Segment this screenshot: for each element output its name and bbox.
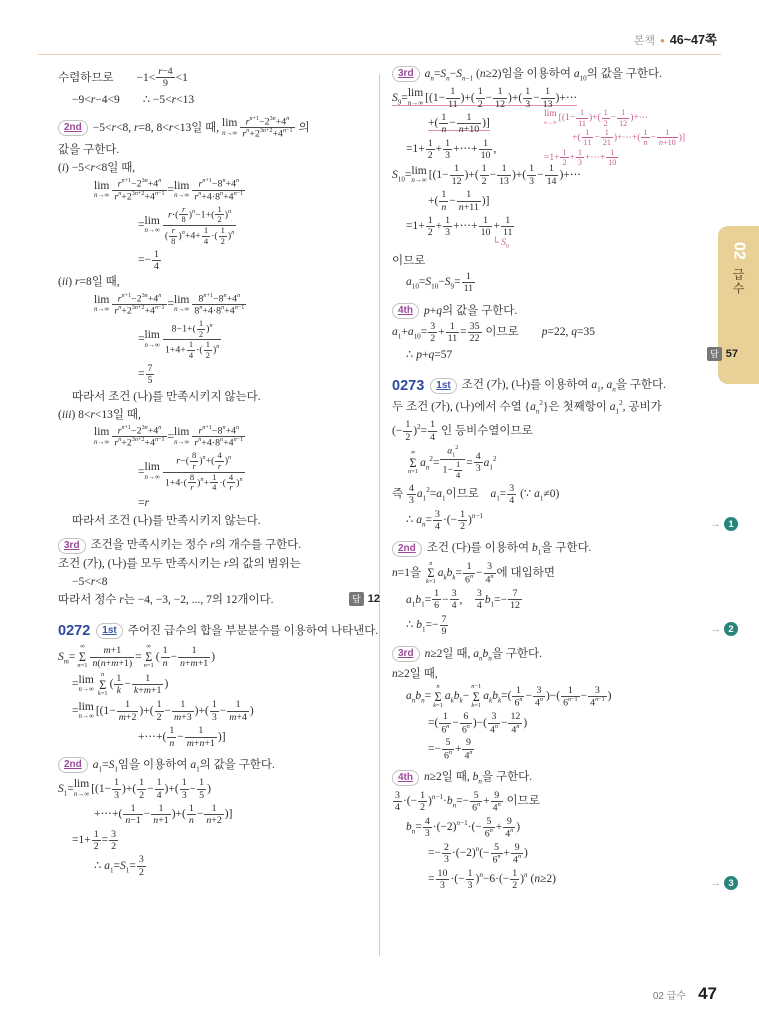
problem-number: 0272 <box>58 622 91 639</box>
footer <box>653 984 717 1004</box>
formula-text: 따라서 조건 (나)를 만족시키지 않는다. <box>72 515 261 528</box>
formula-text: (ii) r=8일 때, <box>58 276 120 289</box>
formula-text: 값을 구한다. <box>58 144 120 157</box>
formula-text: 조건을 만족시키는 정수 r의 개수를 구한다. <box>90 539 302 552</box>
formula-text: 수렴하므로 −1< $\frac{r-4}{9}$ <1 <box>58 66 188 90</box>
math-line <box>58 699 380 723</box>
header-page-range: 46~47쪽 <box>669 33 717 47</box>
answer-box-icon: 답 <box>349 592 364 607</box>
step-badge: 2nd <box>58 757 88 773</box>
formula-text: 이므로 <box>392 254 426 267</box>
math-line <box>58 249 380 273</box>
text-line <box>58 389 380 405</box>
formula-text: lim n→∞ $\frac{r^{n+1}-2^{3n}+4^n}{r^n+2^{3n+2}+4^{n-1}}$ = lim n→∞ $\frac{r^{n+1}-8^n+4^n}{r^n+4\cdot 8^n+4^{n-1}}$ <box>94 424 244 449</box>
formula-text: (iii) 8<r<13일 때, <box>58 408 141 421</box>
formula-text: =− $\frac{5}{6^n}$ + $\frac{9}{4^n}$ <box>428 737 473 762</box>
problem-number: 0273 <box>392 377 425 394</box>
formula-text: n≥2일 때, $a_nb_n$을 구한다. <box>424 647 543 662</box>
math-line <box>392 561 738 587</box>
math-line <box>58 451 380 493</box>
step-badge: 3rd <box>58 538 86 554</box>
margin-annotation <box>544 108 749 167</box>
step-line <box>392 303 738 319</box>
formula-text: 조건 (가), (나)를 모두 만족시키는 r의 값의 범위는 <box>58 557 301 570</box>
math-line <box>392 419 738 443</box>
step-badge: 1st <box>96 623 122 639</box>
math-line <box>392 842 738 866</box>
text-line <box>392 666 738 682</box>
math-line <box>58 178 380 202</box>
circled-number-icon: 1 <box>724 517 738 531</box>
text-line <box>58 513 380 529</box>
formula-text: 조건 (가), (나)를 이용하여 $a_1$, $a_n$을 구한다. <box>461 379 666 394</box>
formula-text: $S_1=$ lim n→∞ [(1− $\frac{1}{3}$ )+( $\frac{1}{2}$ − $\frac{1}{4}$ )+( $\frac{1}{3}$ − $\frac{1}{5}$ ) <box>58 777 211 801</box>
formula-text: $S_{10}=$ lim n→∞ [(1− $\frac{1}{12}$ )+( $\frac{1}{2}$ − $\frac{1}{13}$ )+( $\frac{1}{3}$ − $\frac{1}{14}$ )+⋯ <box>392 163 582 187</box>
math-line <box>392 347 738 363</box>
formula-text: = $\frac{7}{5}$ <box>138 362 153 387</box>
formula-text: $S_9=$ lim n→∞ [(1− $\frac{1}{11}$ )+( $\frac{1}{2}$ − $\frac{1}{12}$ )+( $\frac{1}{3}$ − $\frac{1}{13}$ )+⋯ <box>392 86 578 110</box>
math-line <box>392 321 738 345</box>
formula-text: ∞ Σ n=1 $a_n^2=$ $a_1^2$ 1− $\frac{1}{4}$ = $\frac{4}{3}$ $a_1^2$ <box>408 444 497 481</box>
formula-text: =− $\frac{1}{4}$ <box>138 248 159 273</box>
formula-text: $a_n=S_n-S_{n-1}$ (n≥2)임을 이용하여 $a_{10}$의 값을 구한다. <box>424 68 663 83</box>
formula-text: +⋯+( $\frac{1}{n-1}$ − $\frac{1}{n+1}$ )+( $\frac{1}{n}$ − $\frac{1}{n+2}$ )] <box>94 802 233 827</box>
formula-text: =1+ $\frac{1}{2}$ + $\frac{1}{3}$ +⋯+ $\frac{1}{10}$ + $\frac{1}{11}$ <box>406 214 513 239</box>
math-line <box>392 684 738 710</box>
math-line <box>58 725 380 749</box>
formula-text: lim n→∞ $\frac{r^{n+1}-2^{3n}+4^n}{r^n+2^{3n+2}+4^{n-1}}$ = lim n→∞ $\frac{8^{n+1}-8^n+4^n}{8^n+4\cdot 8^n+4^{n-1}}$ <box>94 292 245 317</box>
formula-text: = lim n→∞ n Σ k=1 ( $\frac{1}{k}$ − $\frac{1}{k+m+1}$ ) <box>72 670 169 697</box>
circled-number-icon: 2 <box>724 622 738 636</box>
math-line <box>58 777 380 801</box>
formula-text: $a_nb_n=$ n Σ k=1 $a_kb_k-$ n−1 Σ k=1 $a_kb_k=$( $\frac{1}{6^n}$ − $\frac{3}{4^n}$ )−( $\frac{1}{6^{n-1}}$ − $\frac{3}{4^{n-1}}$ ) <box>406 682 612 709</box>
formula-text: $S_m=$ ∞ Σ n=1 $\frac{m+1}{n(n+m+1)}$ = ∞ Σ n=1 ( $\frac{1}{n}$ − $\frac{1}{n+m+1}$ ) <box>58 643 216 670</box>
formula-text: 조건 (다)를 이용하여 $b_1$을 구한다. <box>426 542 592 557</box>
formula-text: n≥2일 때, <box>392 667 438 680</box>
arrow-icon: → <box>710 517 721 530</box>
step-badge: 4th <box>392 770 419 786</box>
formula-text: = lim n→∞ [(1− $\frac{1}{m+2}$ )+( $\frac{1}{2}$ − $\frac{1}{m+3}$ )+( $\frac{1}{3}$ − $\frac{1}{m+4}$ ) <box>72 699 254 723</box>
formula-text: $a_1b_1=$ $\frac{1}{6}$ − $\frac{3}{4}$ , $\frac{3}{4}$ $b_1=-$ $\frac{7}{12}$ <box>406 588 520 612</box>
formula-text: $a_1=S_1$임을 이용하여 $a_1$의 값을 구한다. <box>92 758 275 774</box>
math-line <box>392 271 738 295</box>
formula-text: = lim n→∞ r·( $\frac{r}{8}$ )$^n$−1+( $\frac{1}{2}$ )$^n$ ( $\frac{r}{8}$ )$^n$+4+ $\frac{1}{4}$ ·( $\frac{1}{2}$ )$^n$ <box>138 203 235 246</box>
formula-text: = $\frac{10}{3}$ ·(− $\frac{1}{3}$ )$^n$−6·(− $\frac{1}{2}$ )$^n$ (n≥2) <box>428 867 556 892</box>
math-line <box>58 644 380 670</box>
formula-text: =1+ $\frac{1}{2}$ = $\frac{3}{2}$ <box>72 828 117 852</box>
formula-text: (− $\frac{1}{2}$ )$^2$= $\frac{1}{4}$ 인 등비수열이므로 <box>392 419 533 443</box>
formula-text: −5<r<8 <box>72 575 108 588</box>
formula-text: =− $\frac{2}{3}$ $\cdot(-2)^n(-$ $\frac{5}{6^n}$ + $\frac{9}{4^n}$ ) <box>428 841 528 866</box>
text-line <box>58 142 380 158</box>
left-column <box>58 64 380 880</box>
formula-text: 주어진 급수의 합을 부분분수를 이용하여 나타낸다. <box>127 624 379 637</box>
step-badge: 2nd <box>58 120 88 136</box>
answer-box-icon: 답 <box>707 347 722 362</box>
formula-text: = lim n→∞ 8−1+( $\frac{1}{2}$ )$^n$ 1+4+ $\frac{1}{4}$ ·( $\frac{1}{2}$ )$^n$ <box>138 317 220 361</box>
annotation-line: =1+ $\frac{1}{2}$ + $\frac{1}{3}$ +⋯+ $\frac{1}{10}$ <box>544 147 617 168</box>
math-line <box>392 215 738 251</box>
arrow-icon: → <box>710 876 721 889</box>
formula-text: lim n→∞ $\frac{r^{n+1}-2^{3n}+4^n}{r^n+2^{3n+2}+4^{n-1}}$ = lim n→∞ $\frac{r^{n+1}-8^n+4^n}{r^n+4\cdot 8^n+4^{n-1}}$ <box>94 178 244 203</box>
arrow-icon: → <box>710 622 721 635</box>
footer-page-number: 47 <box>698 984 717 1003</box>
top-rule <box>38 54 721 55</box>
annotation-line: lim n→∞ [(1− $\frac{1}{11}$ )+( $\frac{1}{2}$ − $\frac{1}{12}$ )+⋯ <box>544 108 649 128</box>
step-line <box>392 769 738 787</box>
math-line <box>58 495 380 511</box>
header-dot-icon: ● <box>659 36 665 45</box>
answer: 답 12 <box>349 592 380 608</box>
problem-heading <box>58 621 380 641</box>
math-line <box>392 509 738 533</box>
text-line <box>58 274 380 290</box>
formula-text: $a_1+a_{10}=$ $\frac{3}{2}$ + $\frac{1}{11}$ = $\frac{35}{22}$ 이므로 p=22, q=35 <box>392 320 595 345</box>
math-line <box>58 854 380 878</box>
step-line <box>58 537 380 553</box>
formula-text: =r <box>138 497 149 510</box>
math-line <box>58 829 380 853</box>
reference-tag <box>710 517 738 532</box>
circled-number-icon: 3 <box>724 876 738 890</box>
math-line <box>392 790 738 814</box>
math-line <box>58 803 380 827</box>
text-line <box>58 407 380 423</box>
math-line <box>58 363 380 387</box>
footer-chapter: 02 급수 <box>652 991 687 1002</box>
formula-text: +⋯+( $\frac{1}{n}$ − $\frac{1}{m+n+1}$ )] <box>138 725 226 749</box>
text-line <box>58 160 380 176</box>
formula-text: $b_n=$ $\frac{4}{3}$ $\cdot(-2)^{n-1}\cdot(-$ $\frac{5}{6^n}$ + $\frac{9}{4^n}$ ) <box>406 815 521 840</box>
formula-text: p+q의 값을 구한다. <box>424 304 518 317</box>
formula-text: = lim n→∞ r−( $\frac{8}{r}$ )$^n$+( $\frac{4}{r}$ )$^n$ 1+4·( $\frac{8}{r}$ )$^n$+ $\frac{1}{4}$ ·( $\frac{4}{r}$ )$^n$ <box>138 450 243 493</box>
math-line <box>58 319 380 361</box>
formula-text: 두 조건 (가), (나)에서 수열 $\{a_n^2\}$은 첫째항이 $a_1^2$, 공비가 <box>392 399 662 416</box>
step-badge: 2nd <box>392 541 422 557</box>
step-line <box>58 116 380 140</box>
formula-text: (i) −5<r<8일 때, <box>58 162 136 175</box>
math-line <box>392 737 738 761</box>
step-line <box>58 757 380 775</box>
formula-text: 따라서 정수 r는 −4, −3, −2, ..., 7의 12개이다. <box>58 593 274 606</box>
math-line <box>392 614 738 638</box>
text-line <box>392 253 738 269</box>
math-line <box>392 189 738 213</box>
formula-text: −9<r−4<9 ∴ −5<r<13 <box>72 93 195 106</box>
formula-text: ∴ $a_n=$ $\frac{3}{4}$ ·(− $\frac{1}{2}$ )$^{n-1}$ <box>406 508 484 532</box>
math-line <box>392 868 738 892</box>
step-line <box>392 540 738 558</box>
side-tab-number: 02 <box>730 242 748 260</box>
answer: 답 57 <box>707 347 738 363</box>
math-line <box>392 399 738 417</box>
formula-text: $a_{10}=S_{10}-S_9=$ $\frac{1}{11}$ <box>406 270 474 295</box>
right-column <box>392 58 738 894</box>
step-badge: 3rd <box>392 646 420 662</box>
math-line <box>58 574 380 590</box>
math-line <box>58 425 380 449</box>
formula-text: 따라서 조건 (나)를 만족시키지 않는다. <box>72 390 261 403</box>
math-line <box>58 92 380 108</box>
formula-text: ∴ $b_1=-$ $\frac{7}{9}$ <box>406 613 447 638</box>
math-line <box>58 66 380 90</box>
header-book-label: 본책 <box>633 35 655 47</box>
math-line <box>58 672 380 698</box>
text-line <box>58 556 380 572</box>
underbrace-label: └ $S_9$ <box>492 237 509 250</box>
formula-text: $\frac{3}{4}$ ·(− $\frac{1}{2}$ )$^{n-1}\cdot b_n=-$ $\frac{5}{6^n}$ + $\frac{9}{4^n}$ 이므로 <box>395 789 540 814</box>
formula-text: −5<r<8, r=8, 8<r<13일 때, lim n→∞ $\frac{r^{n+1}-2^{3n}+4^n}{r^n+2^{3n+2}+4^{n-1}}$ 의 <box>92 115 310 140</box>
formula-text: n≥2일 때, $b_n$을 구한다. <box>424 771 533 786</box>
formula-text: 즉 $\frac{4}{3}$ $a_1^2=a_1$이므로 $a_1=$ $\frac{3}{4}$ (∵ $a_1\ne 0$) <box>392 482 560 507</box>
side-tab-title: 급수 <box>731 267 745 296</box>
step-line <box>392 66 738 84</box>
step-badge: 4th <box>392 303 419 319</box>
formula-text: =( $\frac{1}{6^n}$ − $\frac{6}{6^n}$ )−( $\frac{3}{4^n}$ − $\frac{12}{4^n}$ ) <box>428 711 528 736</box>
math-line <box>392 588 738 612</box>
formula-text: +( $\frac{1}{n}$ − $\frac{1}{n+11}$ )] <box>428 189 490 213</box>
math-line <box>392 86 738 168</box>
step-line <box>392 646 738 664</box>
annotation-line: +( $\frac{1}{11}$ − $\frac{1}{21}$ )+⋯+( $\frac{1}{n}$ − $\frac{1}{n+10}$ )] <box>572 128 686 148</box>
formula-text: n=1을 n Σ k=1 $a_kb_k=$ $\frac{1}{6^n}$ − $\frac{3}{4^n}$ 에 대입하면 <box>392 559 555 586</box>
math-line <box>58 205 380 247</box>
step-badge: 3rd <box>392 66 420 82</box>
formula-text: +( $\frac{1}{n}$ − $\frac{1}{n+10}$ )] <box>428 111 490 136</box>
math-line <box>392 816 738 840</box>
reference-tag <box>710 622 738 637</box>
math-line <box>58 293 380 317</box>
step-badge: 1st <box>430 378 456 394</box>
math-line <box>392 711 738 735</box>
formula-text: ∴ p+q=57 <box>406 348 453 361</box>
reference-tag <box>710 876 738 891</box>
text-line <box>58 592 380 608</box>
header <box>634 30 717 48</box>
formula-text: =1+ $\frac{1}{2}$ + $\frac{1}{3}$ +⋯+ $\frac{1}{10}$ , <box>406 137 497 162</box>
math-line <box>392 483 738 507</box>
math-line <box>392 445 738 481</box>
formula-text: ∴ $a_1=S_1=$ $\frac{3}{2}$ <box>94 854 144 878</box>
problem-heading <box>392 376 738 396</box>
